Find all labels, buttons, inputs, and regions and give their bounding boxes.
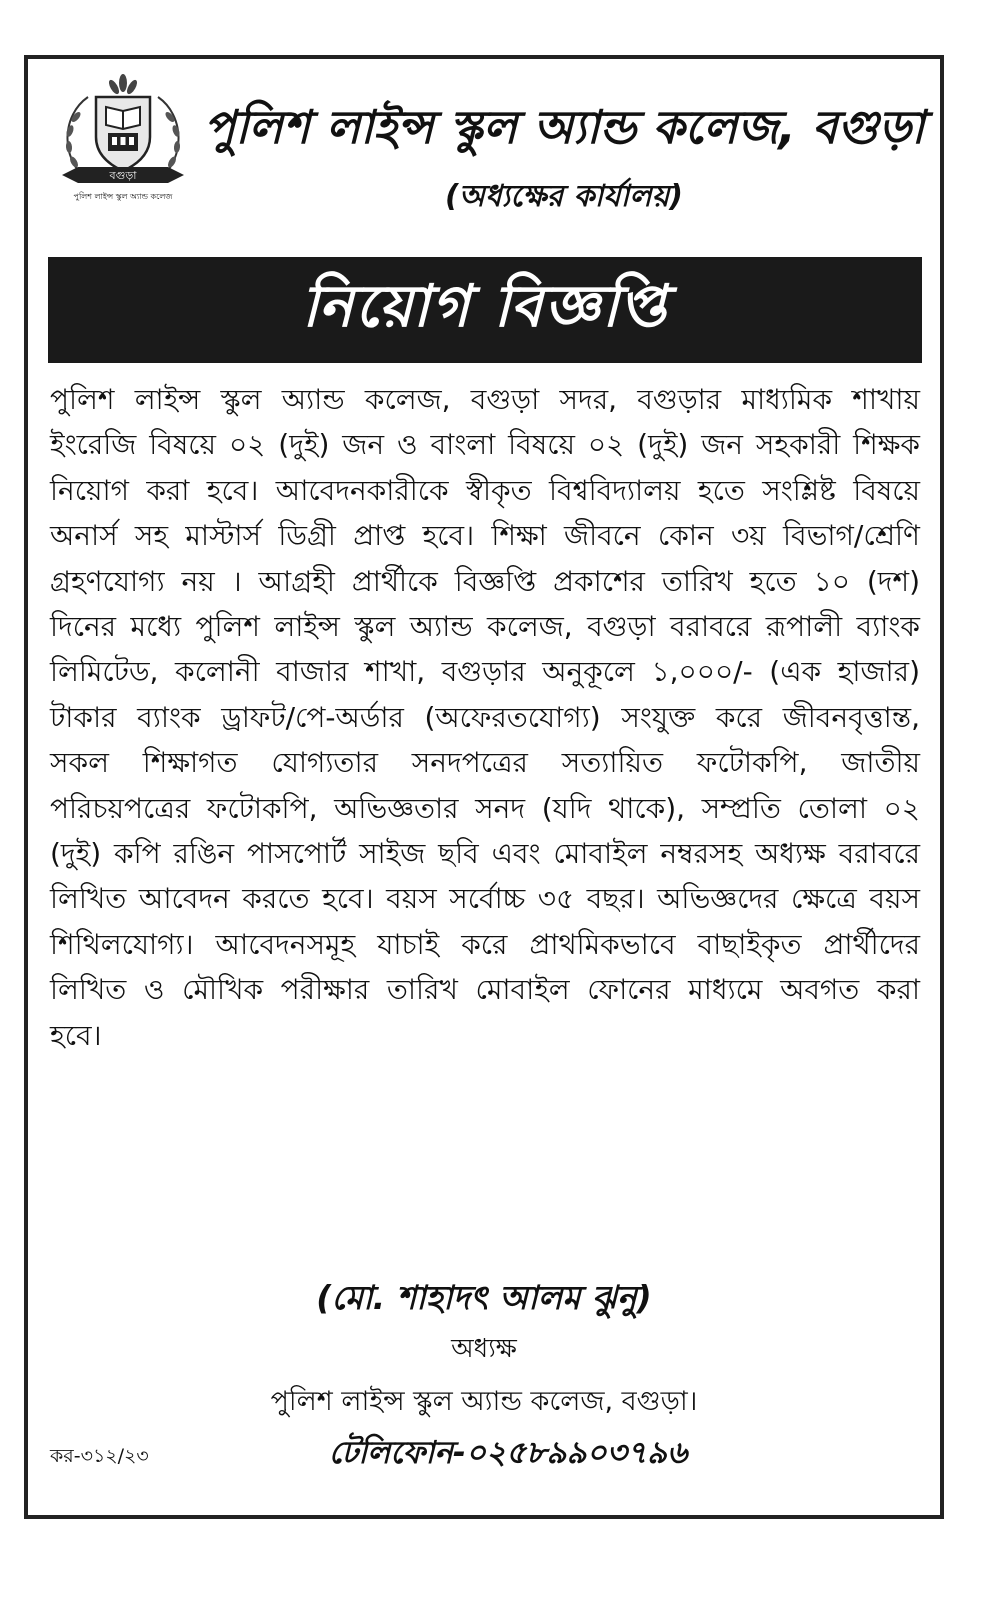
notice-banner (48, 257, 922, 363)
logo-ribbon-text: বগুড়া (109, 169, 137, 182)
notice-body: পুলিশ লাইন্স স্কুল অ্যান্ড কলেজ, বগুড়া সদর, বগুড়ার মাধ্যমিক শাখায় ইংরেজি বিষয়ে ০২ (দুই) জন ও বাংলা বিষয়ে ০২ (দুই) জন সহকারী শিক্ষক নিয়োগ করা হবে। আবেদনকারীকে স্বীকৃত বিশ্ববিদ্যালয় হতে সংশ্লিষ্ট বিষয়ে অনার্স সহ মাস্টার্স ডিগ্রী প্রাপ্ত হবে। শিক্ষা জীবনে কোন ৩য় বিভাগ/শ্রেণি গ্রহণযোগ্য নয় । আগ্রহী প্রার্থীকে বিজ্ঞপ্তি প্রকাশের তারিখ হতে ১০ (দশ) দিনের মধ্যে পুলিশ লাইন্স স্কুল অ্যান্ড কলেজ, বগুড়া বরাবরে রূপালী ব্যাংক লিমিটেড, কলোনী বাজার শাখা, বগুড়ার অনুকূলে ১,০০০/- (এক হাজার) টাকার ব্যাংক ড্রাফট/পে-অর্ডার (অফেরতযোগ্য) সংযুক্ত করে জীবনবৃত্তান্ত, সকল শিক্ষাগত যোগ্যতার সনদপত্রের সত্যায়িত ফটোকপি, জাতীয় পরিচয়পত্রের ফটোকপি, অভিজ্ঞতার সনদ (যদি থাকে), সম্প্রতি তোলা ০২ (দুই) কপি রঙিন পাসপোর্ট সাইজ ছবি এবং মোবাইল নম্বরসহ অধ্যক্ষ বরাবরে লিখিত আবেদন করতে হবে। বয়স সর্বোচ্চ ৩৫ বছর। অভিজ্ঞদের ক্ষেত্রে বয়স শিথিলযোগ্য। আবেদনসমূহ যাচাই করে প্রাথমিকভাবে বাছাইকৃত প্রার্থীদের লিখিত ও মৌখিক পরীক্ষার তারিখ মোবাইল ফোনের মাধ্যমে অবগত করা হবে। (50, 383, 920, 1052)
institution-title: পুলিশ লাইন্স স্কুল অ্যান্ড কলেজ, বগুড়া (204, 100, 925, 154)
police-emblem-icon (48, 67, 198, 207)
office-subtitle: (অধ্যক্ষের কার্যালয়) (445, 179, 683, 214)
institution-logo (48, 67, 198, 207)
signatory-institution: পুলিশ লাইন্স স্কুল অ্যান্ড কলেজ, বগুড়া। (270, 1386, 698, 1417)
logo-ring-text: পুলিশ লাইন্স স্কুল অ্যান্ড কলেজ (73, 192, 173, 201)
banner-title: নিয়োগ বিজ্ঞপ্তি (301, 271, 669, 340)
signatory-name: (মো. শাহাদৎ আলম ঝুনু) (316, 1278, 652, 1317)
notice-frame (24, 55, 944, 1519)
signatory-designation: অধ্যক্ষ (451, 1334, 517, 1364)
telephone-number: টেলিফোন-০২৫৮৯৯০৩৭৯৬ (328, 1435, 688, 1471)
reference-number: কর-৩১২/২৩ (50, 1445, 149, 1467)
